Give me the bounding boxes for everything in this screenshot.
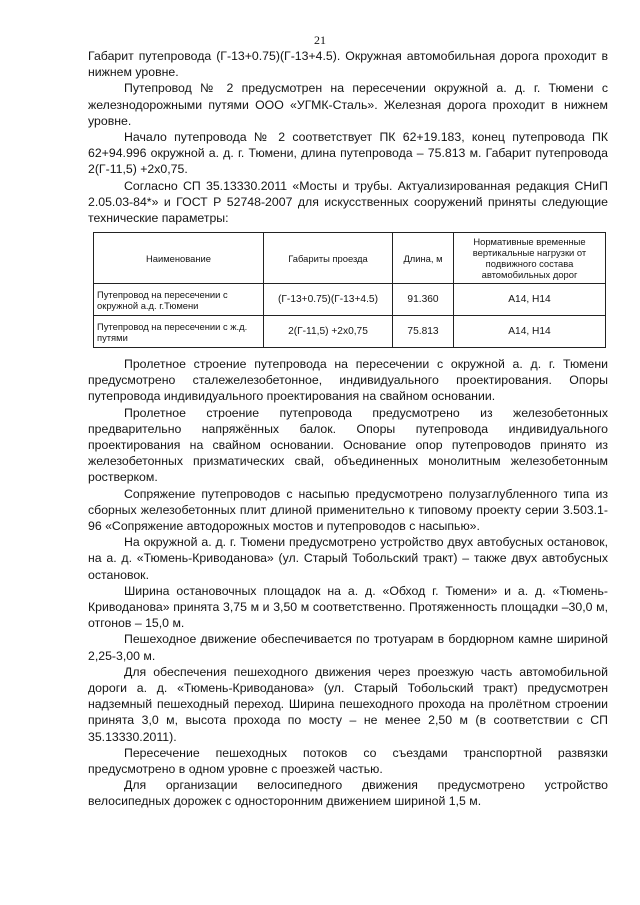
paragraph: Пешеходное движение обеспечивается по тротуарам в бордюрном камне шириной 2,25-3,00 м.: [88, 632, 608, 663]
table-cell: Путепровод на пересечении с ж.д. путями: [94, 316, 264, 348]
table-row: [94, 316, 606, 348]
paragraph: Начало путепровода № 2 соответствует ПК 62+19.183, конец путепровода ПК 62+94.996 окружной а. д. г. Тюмени, длина путепровода – 75.813 м. Габарит путепровода 2(Г-11,5) +2х0,75.: [88, 130, 608, 177]
body-text-block: [88, 356, 608, 810]
paragraph: Пролетное строение путепровода предусмотрено из железобетонных предварительно напряжённых балок. Опоры путепровода индивидуального проектирования на свайном основании. Основание опор путепроводов принято из железобетонных призматических свай, объединенных монолитным железобетонным ростверком.: [88, 405, 608, 485]
table-cell: Путепровод на пересечении с окружной а.д. г.Тюмени: [94, 284, 264, 316]
table-cell: 2(Г-11,5) +2х0,75: [264, 316, 393, 348]
table-cell: 75.813: [393, 316, 454, 348]
table-row: [94, 284, 606, 316]
table-header-row: [94, 233, 606, 284]
table-cell: А14, Н14: [454, 316, 606, 348]
paragraph: Сопряжение путепроводов с насыпью предусмотрено полузаглубленного типа из сборных железобетонных плит длиной применительно к типовому проекту серии 3.503.1-96 «Сопряжение автодорожных мостов и путепроводов с насыпью».: [88, 486, 608, 534]
table-cell: (Г-13+0.75)(Г-13+4.5): [264, 284, 393, 316]
paragraph: Ширина остановочных площадок на а. д. «Обход г. Тюмени» и а. д. «Тюмень-Криводанова» принята 3,75 м и 3,50 м соответственно. Протяженность площадки –30,0 м, отгонов – 15,0 м.: [88, 583, 608, 631]
paragraph: Пролетное строение путепровода на пересечении с окружной а. д. г. Тюмени предусмотрено сталежелезобетонное, индивидуального проектирования. Опоры путепровода индивидуального проектирования на свайном основании.: [88, 357, 608, 404]
paragraph: Для обеспечения пешеходного движения через проезжую часть автомобильной дороги а. д. «Тюмень-Криводанова» (ул. Старый Тобольский тракт) предусмотрен надземный пешеходный переход. Ширина пешеходного прохода на пролётном строении принята 3,0 м, высота прохода по мосту – не менее 2,50 м (в соответствии с СП 35.13330.2011).: [88, 664, 608, 744]
column-header-loads: Нормативные временные вертикальные нагрузки от подвижного состава автомобильных дорог: [454, 233, 606, 284]
paragraph: Габарит путепровода (Г-13+0.75)(Г-13+4.5). Окружная автомобильная дорога проходит в нижнем уровне.: [88, 49, 608, 80]
technical-parameters-table: [93, 232, 606, 348]
column-header-length: Длина, м: [393, 233, 454, 284]
table-cell: 91.360: [393, 284, 454, 316]
column-header-name: Наименование: [94, 233, 264, 284]
paragraph: Согласно СП 35.13330.2011 «Мосты и трубы. Актуализированная редакция СНиП 2.05.03-84*» и ГОСТ Р 52748-2007 для искусственных сооружений приняты следующие технические параметры:: [88, 178, 608, 226]
paragraph: На окружной а. д. г. Тюмени предусмотрено устройство двух автобусных остановок, на а. д. «Тюмень-Криводанова» (ул. Старый Тобольский тракт) – также двух автобусных остановок.: [88, 535, 608, 582]
column-header-clearance: Габариты проезда: [264, 233, 393, 284]
intro-text-block: [88, 48, 608, 226]
page-number: 21: [314, 33, 326, 47]
paragraph: Пересечение пешеходных потоков со съездами транспортной развязки предусмотрено в одном уровне с проезжей частью.: [88, 745, 608, 777]
paragraph: Для организации велосипедного движения предусмотрено устройство велосипедных дорожек с односторонним движением шириной 1,5 м.: [88, 778, 608, 809]
paragraph: Путепровод № 2 предусмотрен на пересечении окружной а. д. г. Тюмени с железнодорожными путями ООО «УГМК-Сталь». Железная дорога проходит в нижнем уровне.: [88, 81, 608, 128]
table-cell: А14, Н14: [454, 284, 606, 316]
